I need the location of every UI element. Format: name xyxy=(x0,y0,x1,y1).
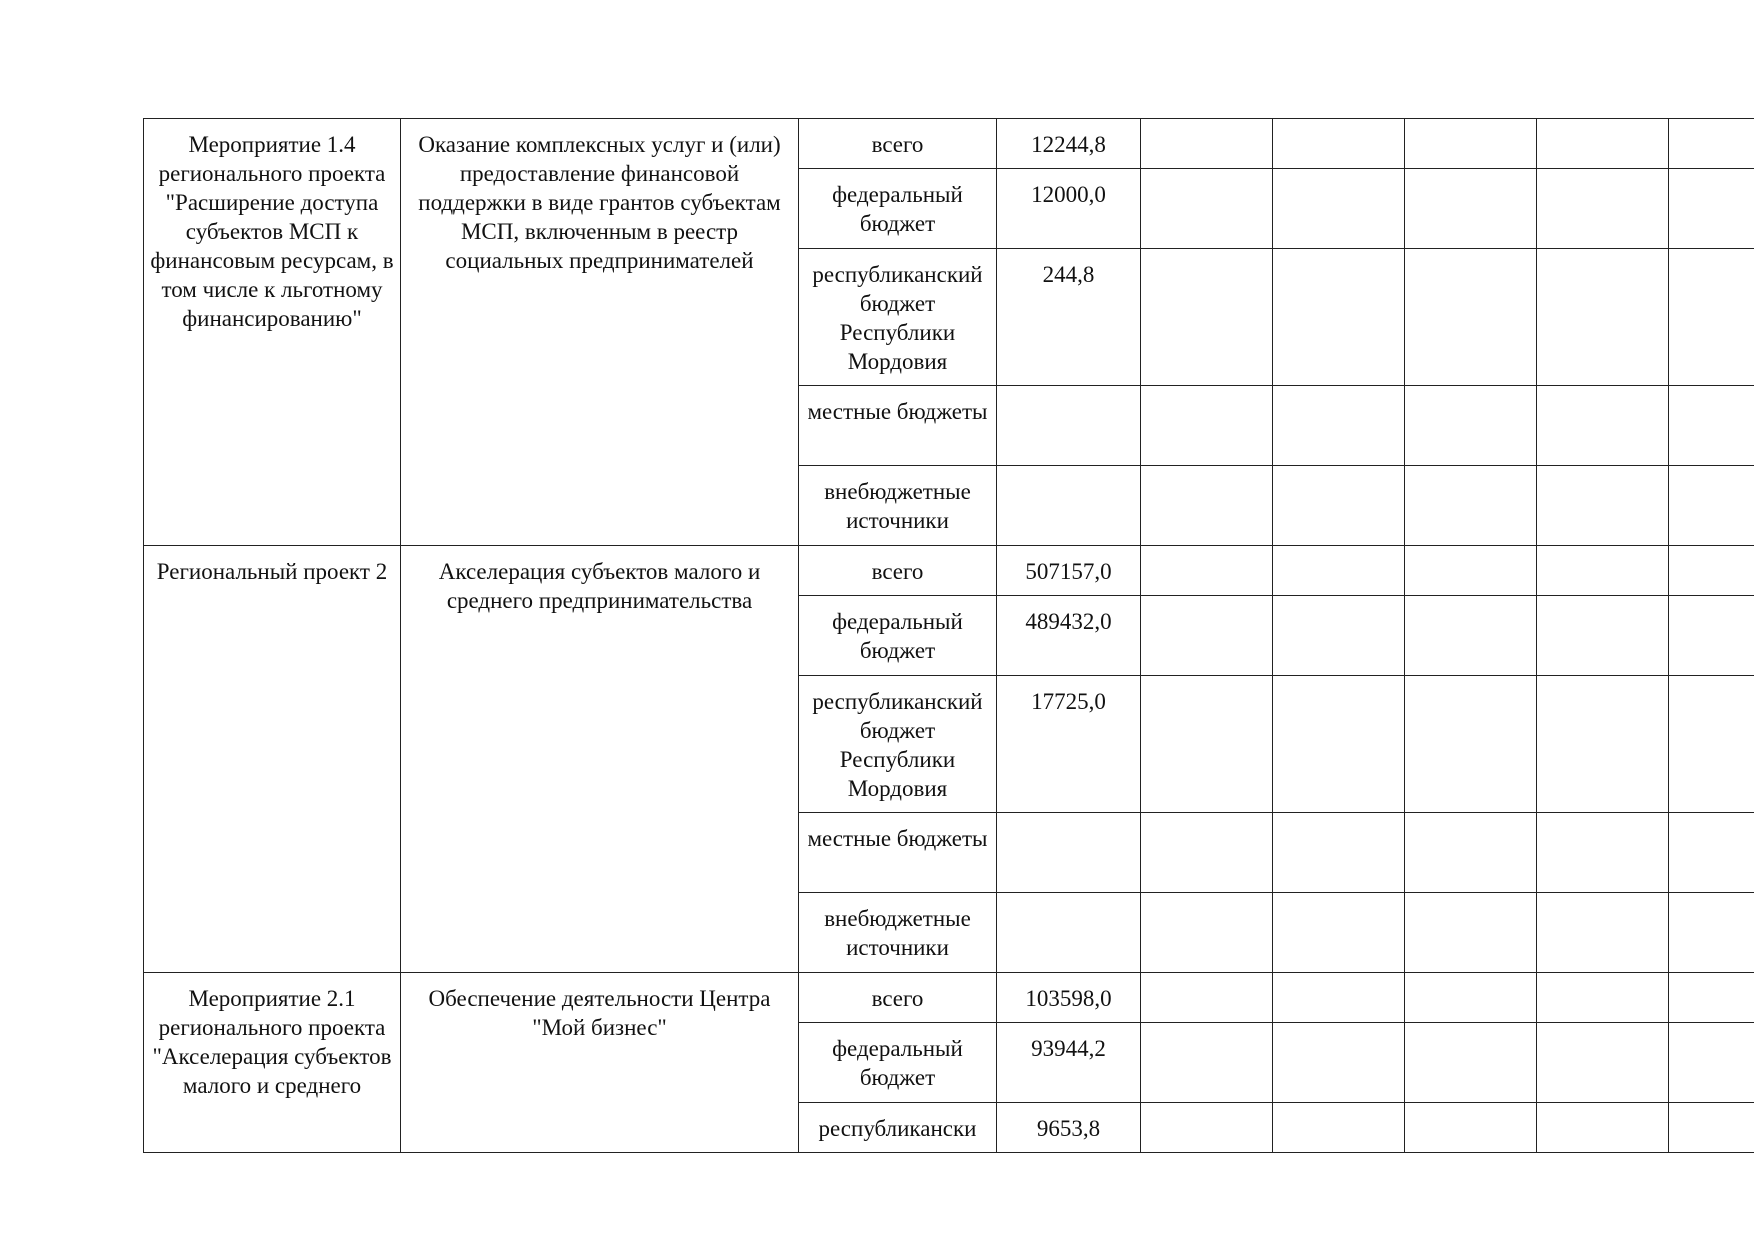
empty-year-cell xyxy=(1141,596,1273,676)
empty-year-cell xyxy=(1405,169,1537,249)
empty-year-cell xyxy=(1141,466,1273,546)
empty-year-cell xyxy=(1141,813,1273,893)
empty-year-cell xyxy=(1273,169,1405,249)
empty-year-cell xyxy=(1537,249,1669,386)
empty-year-cell xyxy=(1405,386,1537,466)
empty-year-cell xyxy=(1537,676,1669,813)
table-row xyxy=(144,546,1754,596)
empty-year-cell xyxy=(1141,386,1273,466)
activity-description-cell: Акселерация субъектов малого и среднего предпринимательства xyxy=(401,546,799,973)
amount-cell: 507157,0 xyxy=(997,546,1141,596)
funding-source-cell: внебюджетные источники xyxy=(799,466,997,546)
funding-source-cell: республиканский бюджет Республики Мордовия xyxy=(799,249,997,386)
empty-year-cell xyxy=(1669,813,1754,893)
empty-year-cell xyxy=(1405,119,1537,169)
empty-year-cell xyxy=(1537,119,1669,169)
empty-year-cell xyxy=(1669,1103,1754,1153)
table-row xyxy=(144,119,1754,169)
empty-year-cell xyxy=(1405,546,1537,596)
empty-year-cell xyxy=(1669,249,1754,386)
empty-year-cell xyxy=(1405,1103,1537,1153)
amount-cell: 244,8 xyxy=(997,249,1141,386)
empty-year-cell xyxy=(1537,169,1669,249)
empty-year-cell xyxy=(1669,386,1754,466)
empty-year-cell xyxy=(1141,546,1273,596)
empty-year-cell xyxy=(1273,1023,1405,1103)
empty-year-cell xyxy=(1669,893,1754,973)
activity-name-cell: Региональный проект 2 xyxy=(144,546,401,973)
empty-year-cell xyxy=(1273,596,1405,676)
empty-year-cell xyxy=(1669,1023,1754,1103)
amount-cell: 9653,8 xyxy=(997,1103,1141,1153)
empty-year-cell xyxy=(1273,466,1405,546)
empty-year-cell xyxy=(1141,676,1273,813)
empty-year-cell xyxy=(1273,546,1405,596)
empty-year-cell xyxy=(1141,1103,1273,1153)
empty-year-cell xyxy=(1537,893,1669,973)
empty-year-cell xyxy=(1669,466,1754,546)
empty-year-cell xyxy=(1141,119,1273,169)
empty-year-cell xyxy=(1273,386,1405,466)
empty-year-cell xyxy=(1405,596,1537,676)
empty-year-cell xyxy=(1141,973,1273,1023)
empty-year-cell xyxy=(1141,893,1273,973)
empty-year-cell xyxy=(1405,973,1537,1023)
empty-year-cell xyxy=(1537,813,1669,893)
empty-year-cell xyxy=(1537,1023,1669,1103)
empty-year-cell xyxy=(1405,893,1537,973)
empty-year-cell xyxy=(1405,466,1537,546)
empty-year-cell xyxy=(1669,119,1754,169)
empty-year-cell xyxy=(1669,676,1754,813)
empty-year-cell xyxy=(1405,1023,1537,1103)
funding-source-cell: федеральный бюджет xyxy=(799,1023,997,1103)
empty-year-cell xyxy=(1537,596,1669,676)
funding-source-cell: всего xyxy=(799,546,997,596)
activity-description-cell: Обеспечение деятельности Центра "Мой бизнес" xyxy=(401,973,799,1153)
empty-year-cell xyxy=(1273,1103,1405,1153)
funding-source-cell: республикански xyxy=(799,1103,997,1153)
amount-cell: 12244,8 xyxy=(997,119,1141,169)
activity-description-cell: Оказание комплексных услуг и (или) предоставление финансовой поддержки в виде грантов субъектам МСП, включенным в реестр социальных предпринимателей xyxy=(401,119,799,546)
table-body xyxy=(144,119,1754,1153)
empty-year-cell xyxy=(1537,386,1669,466)
empty-year-cell xyxy=(1273,676,1405,813)
funding-source-cell: всего xyxy=(799,119,997,169)
amount-cell xyxy=(997,466,1141,546)
empty-year-cell xyxy=(1405,813,1537,893)
amount-cell: 489432,0 xyxy=(997,596,1141,676)
empty-year-cell xyxy=(1273,973,1405,1023)
empty-year-cell xyxy=(1537,466,1669,546)
empty-year-cell xyxy=(1141,249,1273,386)
empty-year-cell xyxy=(1273,813,1405,893)
empty-year-cell xyxy=(1405,249,1537,386)
funding-source-cell: федеральный бюджет xyxy=(799,169,997,249)
empty-year-cell xyxy=(1537,1103,1669,1153)
funding-source-cell: местные бюджеты xyxy=(799,386,997,466)
empty-year-cell xyxy=(1669,596,1754,676)
amount-cell xyxy=(997,813,1141,893)
amount-cell: 93944,2 xyxy=(997,1023,1141,1103)
funding-source-cell: внебюджетные источники xyxy=(799,893,997,973)
amount-cell: 17725,0 xyxy=(997,676,1141,813)
empty-year-cell xyxy=(1537,546,1669,596)
empty-year-cell xyxy=(1537,973,1669,1023)
amount-cell xyxy=(997,893,1141,973)
budget-table xyxy=(143,118,1754,1153)
amount-cell xyxy=(997,386,1141,466)
activity-name-cell: Мероприятие 1.4 регионального проекта "Расширение доступа субъектов МСП к финансовым ресурсам, в том числе к льготному финансированию" xyxy=(144,119,401,546)
funding-source-cell: республиканский бюджет Республики Мордовия xyxy=(799,676,997,813)
table-row xyxy=(144,973,1754,1023)
funding-source-cell: всего xyxy=(799,973,997,1023)
empty-year-cell xyxy=(1669,169,1754,249)
activity-name-cell: Мероприятие 2.1 регионального проекта "Акселерация субъектов малого и среднего xyxy=(144,973,401,1153)
empty-year-cell xyxy=(1273,119,1405,169)
amount-cell: 12000,0 xyxy=(997,169,1141,249)
empty-year-cell xyxy=(1273,893,1405,973)
empty-year-cell xyxy=(1669,973,1754,1023)
empty-year-cell xyxy=(1141,169,1273,249)
funding-source-cell: местные бюджеты xyxy=(799,813,997,893)
empty-year-cell xyxy=(1273,249,1405,386)
empty-year-cell xyxy=(1141,1023,1273,1103)
funding-source-cell: федеральный бюджет xyxy=(799,596,997,676)
empty-year-cell xyxy=(1405,676,1537,813)
amount-cell: 103598,0 xyxy=(997,973,1141,1023)
empty-year-cell xyxy=(1669,546,1754,596)
